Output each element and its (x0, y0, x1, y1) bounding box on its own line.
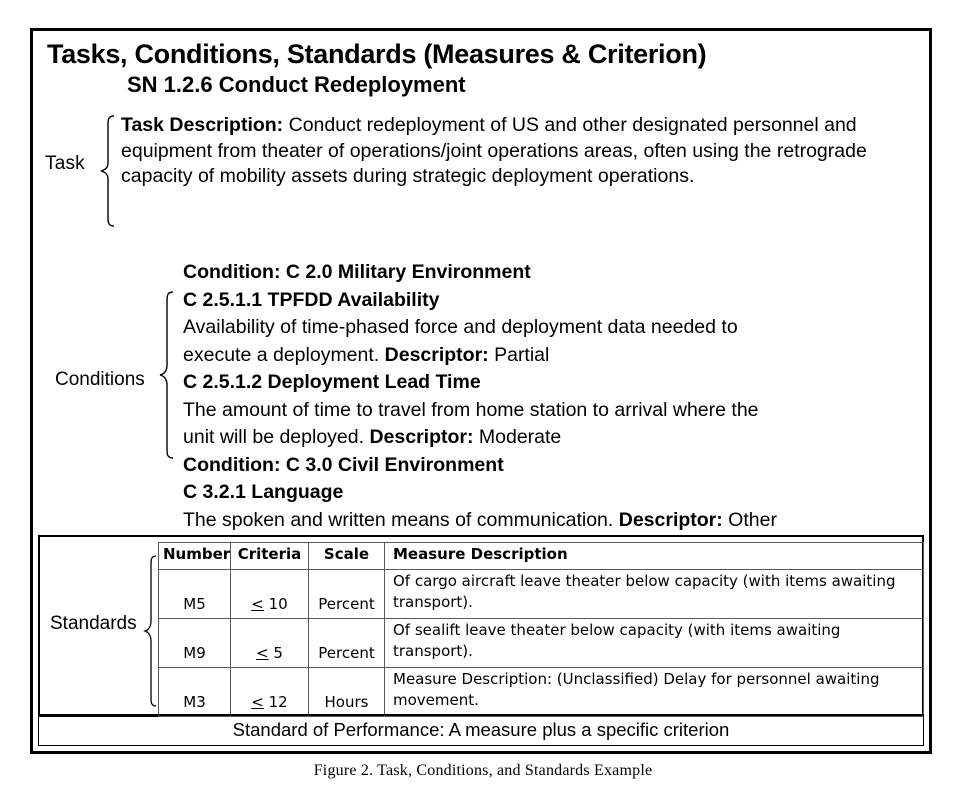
table-row (159, 668, 924, 717)
condition-line-bold: C 3.2.1 Language (183, 481, 344, 503)
condition-line (183, 452, 943, 480)
condition-line-text: The spoken and written means of communication. (183, 508, 619, 531)
less-than-or-equal-icon: < (251, 693, 264, 711)
descriptor-label: Descriptor: (369, 426, 474, 448)
cell-number: M5 (159, 570, 231, 619)
less-than-or-equal-icon: < (251, 595, 264, 613)
cell-criteria (231, 668, 309, 717)
cell-measure-description: Of sealift leave theater below capacity (with items awaiting transport). (385, 619, 924, 668)
condition-line-bold: Condition: C 2.0 Military Environment (183, 261, 531, 283)
descriptor-label: Descriptor: (618, 508, 723, 531)
table-row (159, 570, 924, 619)
descriptor-label: Descriptor: (384, 343, 489, 366)
cell-criteria-value: 12 (263, 693, 288, 711)
condition-line (183, 259, 943, 287)
task-description-body: Conduct redeployment of US and other designated personnel and equipment from theater of operations/joint operations areas, often using the retrograde capacity of mobility assets during strategic deployment operations. (121, 114, 867, 187)
cell-criteria-value: 5 (268, 644, 283, 662)
task-brace-icon (99, 115, 117, 227)
cell-number: M3 (159, 668, 231, 717)
condition-line (183, 397, 943, 425)
cell-scale: Percent (309, 619, 385, 668)
column-header-number: Number (159, 543, 231, 570)
page-subtitle: SN 1.2.6 Conduct Redeployment (127, 72, 466, 98)
table-row (159, 619, 924, 668)
cell-criteria (231, 619, 309, 668)
standards-region (38, 535, 924, 717)
column-header-measure-description: Measure Description (385, 543, 924, 570)
condition-line-text: The amount of time to travel from home station to arrival where the (183, 398, 759, 421)
conditions-brace-icon (158, 291, 176, 459)
cell-scale: Hours (309, 668, 385, 717)
task-block (33, 113, 929, 231)
cell-criteria-value: 10 (263, 595, 288, 613)
condition-line-text: execute a deployment. (183, 343, 385, 366)
figure-caption: Figure 2. Task, Conditions, and Standards Example (313, 762, 653, 779)
standards-table-wrap (158, 542, 924, 717)
standards-brace-icon (143, 555, 159, 707)
standard-of-performance-band (38, 714, 924, 746)
condition-line-bold: C 2.5.1.2 Deployment Lead Time (183, 371, 481, 393)
less-than-or-equal-icon: < (256, 644, 269, 662)
cell-scale: Percent (309, 570, 385, 619)
condition-line (183, 424, 943, 452)
standards-brace-label: Standards (50, 613, 137, 634)
descriptor-value: Moderate (473, 426, 562, 448)
column-header-scale: Scale (309, 543, 385, 570)
condition-line (183, 369, 943, 397)
condition-line-text: unit will be deployed. (183, 426, 370, 448)
condition-line (183, 342, 943, 370)
cell-number: M9 (159, 619, 231, 668)
descriptor-value: Other (722, 508, 777, 531)
standard-of-performance-text: Standard of Performance: A measure plus a specific criterion (232, 719, 730, 740)
standards-table (158, 542, 924, 717)
table-header-row (159, 543, 924, 570)
task-description (121, 113, 911, 190)
conditions-text (183, 259, 943, 534)
title-block (33, 31, 929, 99)
condition-line-bold: C 2.5.1.1 TPFDD Availability (183, 288, 440, 311)
column-header-criteria: Criteria (231, 543, 309, 570)
task-description-heading: Task Description: (121, 114, 284, 136)
condition-line-bold: Condition: C 3.0 Civil Environment (183, 453, 504, 476)
condition-line (183, 287, 943, 315)
condition-line (183, 507, 943, 535)
condition-line-text: Availability of time-phased force and deployment data needed to (183, 316, 738, 338)
cell-criteria (231, 570, 309, 619)
cell-measure-description: Of cargo aircraft leave theater below capacity (with items awaiting transport). (385, 570, 924, 619)
page-title: Tasks, Conditions, Standards (Measures & Criterion) (47, 39, 707, 69)
figure-frame (30, 28, 932, 754)
condition-line (183, 479, 943, 507)
condition-line (183, 314, 943, 342)
descriptor-value: Partial (488, 343, 550, 366)
conditions-brace-label: Conditions (55, 369, 145, 390)
task-brace-label: Task (45, 153, 85, 174)
cell-measure-description: Measure Description: (Unclassified) Delay for personnel awaiting movement. (385, 668, 924, 717)
task-conditions-region (33, 31, 929, 532)
